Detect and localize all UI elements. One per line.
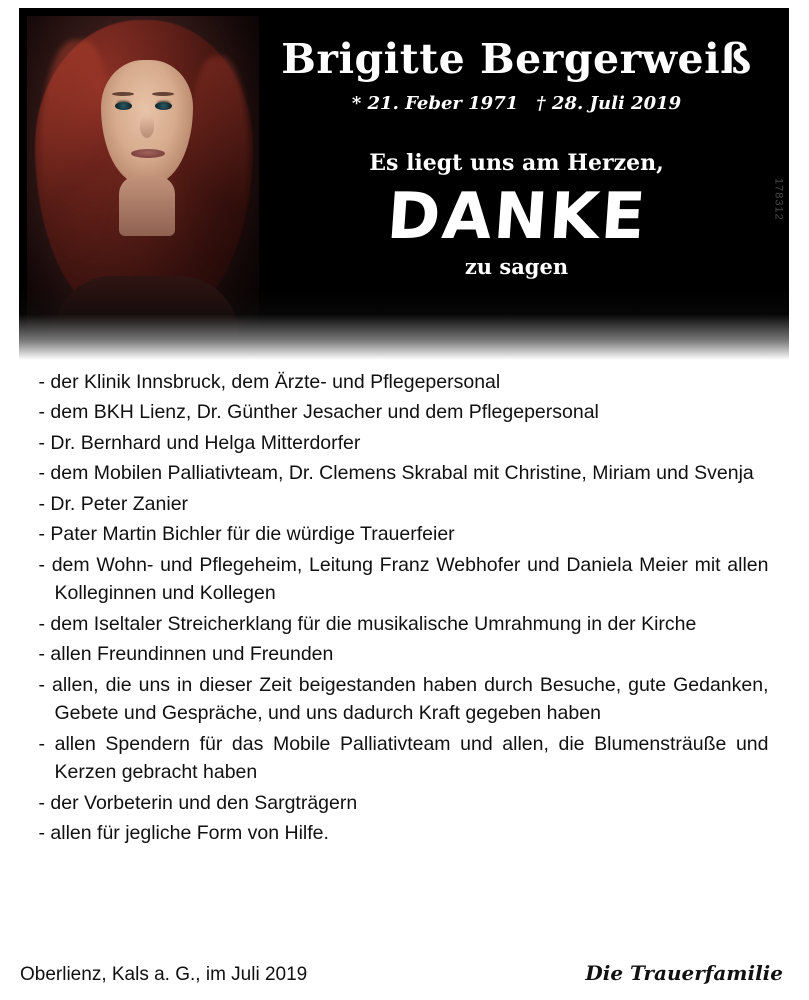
footer	[20, 961, 783, 986]
list-item: - dem Mobilen Palliativteam, Dr. Clemens Skrabal mit Christine, Miriam und Svenja	[38, 462, 754, 485]
reference-code: 178312	[772, 178, 785, 221]
portrait-hair-highlight-right	[189, 56, 249, 266]
list-item: - der Vorbeterin und den Sargträgern	[38, 791, 358, 814]
portrait-eye-right	[155, 102, 172, 110]
deceased-name: Brigitte Bergerweiß	[281, 35, 752, 83]
place-and-date: Oberlienz, Kals a. G., im Juli 2019	[20, 964, 308, 985]
death-date: † 28. Juli 2019	[536, 93, 682, 115]
list-item: - Dr. Peter Zanier	[38, 492, 189, 515]
list-item: - allen für jegliche Form von Hilfe.	[38, 822, 329, 845]
list-item: - allen Spendern für das Mobile Palliativteam und allen, die Blumensträuße und Kerzen gebracht haben	[38, 732, 769, 784]
life-dates	[271, 93, 763, 114]
list-item: - dem Wohn- und Pflegeheim, Leitung Franz Webhofer und Daniela Meier mit allen Kolleginnen und Kollegen	[38, 553, 769, 605]
list-item: - allen Freundinnen und Freunden	[38, 643, 334, 666]
portrait-eye-left	[115, 102, 132, 110]
portrait-shoulders	[53, 276, 239, 346]
list-item: - der Klinik Innsbruck, dem Ärzte- und Pflegepersonal	[38, 371, 501, 393]
portrait-nose	[140, 116, 154, 138]
list-item: - dem Iseltaler Streicherklang für die musikalische Umrahmung in der Kirche	[38, 612, 697, 635]
thanks-outro: zu sagen	[464, 254, 569, 280]
thanks-intro: Es liegt uns am Herzen,	[369, 150, 664, 177]
list-item: - dem BKH Lienz, Dr. Günther Jesacher und dem Pflegepersonal	[38, 401, 599, 424]
portrait-photo	[27, 16, 259, 346]
list-item: - Dr. Bernhard und Helga Mitterdorfer	[38, 431, 361, 454]
portrait-mouth	[131, 149, 165, 158]
signature-family: Die Trauerfamilie	[585, 961, 783, 985]
portrait-eyebrow-right	[152, 92, 174, 96]
birth-date: * 21. Feber 1971	[351, 93, 519, 115]
list-item: - allen, die uns in dieser Zeit beigestanden haben durch Besuche, gute Gedanken, Gebete und Gespräche, und uns dadurch Kraft gegeben haben	[38, 673, 769, 725]
portrait-hair-highlight-left	[41, 40, 111, 260]
headline-block	[271, 35, 763, 280]
portrait-eyebrow-left	[112, 92, 134, 96]
thanks-word: DANKE	[384, 180, 649, 255]
portrait-neck	[119, 176, 175, 236]
memorial-header-panel	[19, 8, 789, 360]
list-item: - Pater Martin Bichler für die würdige Trauerfeier	[38, 523, 455, 546]
thanks-list	[33, 368, 775, 848]
